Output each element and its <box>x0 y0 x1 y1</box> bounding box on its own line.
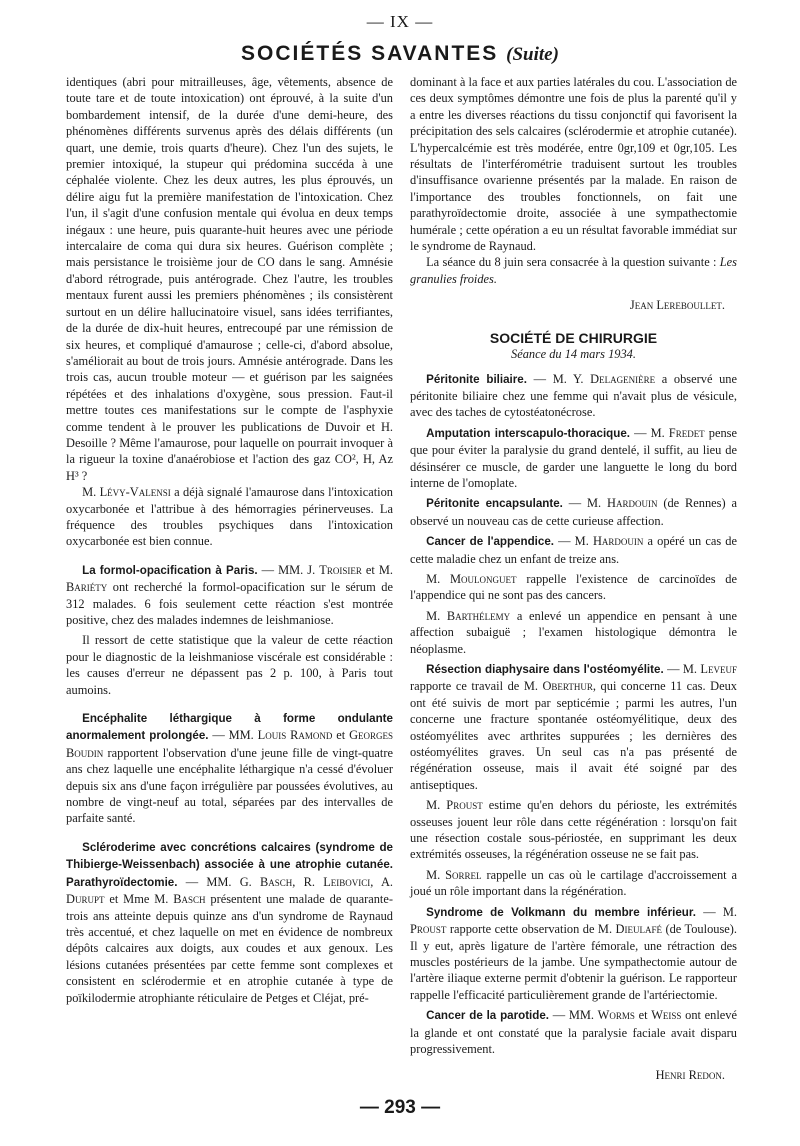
author-name: Leibovici <box>323 874 371 889</box>
author-name: Durupt <box>66 892 105 907</box>
running-head-title: SOCIÉTÉS SAVANTES <box>241 42 499 65</box>
paragraph-statistique: Il ressort de cette statistique que la valeur de cette réaction pour le diagnostic de la leishmaniose viscérale est considérable : les causes d'erreur ne dépassent pas 2 p. 100, à Paris tout aumoins. <box>66 633 393 697</box>
paragraph-text: a déjà signalé l'amaurose dans l'intoxication oxycarbonée et l'attribue à des hémorragies périnerveuses. La fréquence des troubles psychiques dans l'intoxication oxycarbonée est bien connue. <box>66 485 393 549</box>
text-run: — MM. <box>208 728 258 743</box>
text-run: a observé une péritonite biliaire chez une femme qui n'avait plus de vésicule, avec des taches de cytostéatonécrose. <box>410 371 737 420</box>
text-run: présentent une malade de quarante-trois ans atteinte depuis quinze ans d'un syndrome de Raynaud très accentué, et chez laquelle on met en évidence de nombreux dépôts calcaires aux doigts, aux coudes et aux genoux. Les lésions cutanées présentées par cette femme sont complexes et consistent en sclérodermie et en atrophie cutanée à type de poïkilodermie atrophiante réticulaire de Petges et Cléjat, pré- <box>66 892 393 1005</box>
author-name: Proust <box>410 922 447 937</box>
text-run: — MM. <box>549 1008 598 1023</box>
section-formol-opacification <box>66 562 393 629</box>
session-date: Séance du 14 mars 1934. <box>511 347 636 362</box>
text-run: , qui concerne 11 cas. Deux ont été suivis de mort par septicémie ; parmi les autres, l'un concerne une fracture spontanée ostéomyélitique, deux des ostéomyélites avec arthrites suppurées ; les dernières des ostéomyélites graves. Un seul cas n'a pas présenté de régénération osseuse, mais il avait été soigné par des antiseptiques. <box>410 679 737 792</box>
author-name: Fredet <box>668 425 705 440</box>
author-name: Dieulafé <box>615 922 662 937</box>
text-run: (de Rennes) a observé un nouveau cas de cette curieuse affection. <box>410 496 737 528</box>
text-run: — M. <box>554 534 593 549</box>
section-title: La formol-opacification à Paris. <box>82 563 258 577</box>
entry-volkmann <box>410 904 737 1003</box>
entry-sorrel <box>410 867 737 900</box>
author-name: Hardouin <box>607 496 658 511</box>
text-run: — M. <box>630 425 669 440</box>
text-run: , R. <box>292 874 324 889</box>
running-head-suite: (Suite) <box>506 44 559 65</box>
text-run: et <box>332 728 350 743</box>
page-number: — 293 — <box>359 1097 441 1118</box>
text-run: (de Toulouse). Il y eut, après ligature de l'artère fémorale, une rétraction des muscles postérieurs de la jambe. Une sympathectomie autour de l'artère iliaque externe permit d'obtenir la guérison. Le rapporteur rappelle l'efficacité particulièrement grande de l'artériectomie. <box>410 922 737 1002</box>
section-title: Cancer de la parotide. <box>426 1009 550 1023</box>
entry-peritonite-biliaire <box>410 371 737 421</box>
signature-redon: Henri Redon. <box>655 1068 725 1083</box>
author-name: Bariéty <box>66 580 108 595</box>
text-run: M. <box>426 798 447 813</box>
text-run: — MM. J. <box>257 562 320 577</box>
text-run: ont enlevé la glande et ont constaté que la paralysie faciale avait disparu progressivement. <box>410 1008 737 1056</box>
text-run: rappelle l'existence de carcinoïdes de l'appendice qui ne sont pas des cancers. <box>410 571 738 603</box>
text-run: — MM. G. <box>177 874 260 889</box>
running-head <box>0 42 800 66</box>
text-run: M. <box>426 867 446 882</box>
paragraph-co-intoxication: identiques (abri pour mitrailleuses, âge, vêtements, absence de toute tare et de toute intoxication) ont éprouvé, à la suite d'un bombardement intensif, de la durée d'une demi-heure, des phénomènes différents survenus après des délais différents (un quart, une demie, trois quarts d'heure). Chez l'un des sujets, le premier intoxiqué, la stupeur qui prédomina succéda à une céphalée violente. Chez les deux autres, les plus éprouvés, un délire aigu fut la première manifestation de l'intoxication. Chez l'un, il s'agit d'une confusion mentale qui évolua en deux temps inégaux : une heure, puis quarante-huit heures avec une période intercalaire de coma qui dura six heures. Guérison complète ; mais persistance le troisième jour de CO dans le sang. Amnésie d'abord rétrograde, puis antérograde. Chez l'autre, les troubles mentaux furent aussi les premiers phénomènes ; ils consistèrent surtout en un délire hallucinatoire visuel, sans idées terrifiantes, de la durée de dix-huit heures, entrecoupé par une rémission de six heures, et compliqué d'amaurose ; celle-ci, d'abord absolue, s'améliorait au bout de trois jours. Amnésie antérograde. Dans les trois cas, aucun trouble moteur — et guérison par les saignées répétées et des inhalations d'oxygène, sous pression. Faut-il mettre toutes ces manifestations sur le compte de l'asphyxie comme tendent à le prouver les publications de Duvoir et H. Desoille ? Même l'amaurose, pour laquelle on pourrait invoquer à la rigueur la toxine d'anaérobiose et l'action des gaz CO², H, Az H³ ? <box>66 75 393 483</box>
author-name: Basch <box>173 892 206 907</box>
author-name: Louis Ramond <box>257 728 333 743</box>
society-heading: SOCIÉTÉ DE CHIRURGIE <box>489 329 658 346</box>
author-name: Georges Boudin <box>66 728 394 760</box>
section-title: Péritonite biliaire. <box>426 372 527 386</box>
entry-proust <box>410 797 737 863</box>
text-run: — M. <box>562 496 607 511</box>
author-name: Sorrel <box>445 867 482 882</box>
text-run: estime qu'en dehors du périoste, les extrémités osseuses jouent leur rôle dans cette régénération : lorsqu'on fait une résection costale sous-périostée, en supprimant les deux extrémités osseuses, la régénération osseuse ne se fait pas. <box>410 798 737 862</box>
section-title: Syndrome de Volkmann du membre inférieur. <box>426 905 696 919</box>
author-name: Oberthur <box>542 679 593 694</box>
author-name: Leveuf <box>700 662 737 676</box>
author-name: Weiss <box>651 1008 682 1023</box>
entry-barthelemy <box>410 608 737 657</box>
roman-page-number: — IX — <box>366 12 434 31</box>
section-title: Scléroderime avec concrétions calcaires (syndrome de Thibierge-Weissenbach) associée à une atrophie cutanée. Parathyroïdectomie. <box>66 840 393 889</box>
section-title: Encéphalite léthargique à forme ondulante anormalement prolongée. <box>66 712 393 743</box>
text-run: rapporte ce travail de M. <box>410 679 543 694</box>
author-name: Proust <box>446 798 483 813</box>
text-run: rapporte cette observation de M. <box>446 922 616 937</box>
entry-cancer-parotide <box>410 1007 737 1057</box>
text-run: rappelle un cas où le cartilage d'accroissement a joué un rôle important dans la régénération. <box>410 867 738 899</box>
text-run: a enlevé un appendice en pensant à une affection subaiguë ; l'examen histologique démontra le néoplasme. <box>410 608 737 656</box>
paragraph-next-session <box>410 254 737 287</box>
entry-cancer-appendice <box>410 533 737 567</box>
author-name: Basch <box>260 874 293 889</box>
left-column <box>66 74 393 1006</box>
text-run: et <box>634 1008 652 1023</box>
signature-lereboullet: Jean Lereboullet. <box>629 298 725 313</box>
text-run: M. <box>426 608 447 623</box>
text-run: M. <box>426 571 451 586</box>
text-run: , A. <box>370 874 393 889</box>
author-name: M. Lévy-Valensi <box>82 485 171 500</box>
author-name: Hardouin <box>592 534 644 549</box>
section-title: Amputation interscapulo-thoracique. <box>426 426 631 440</box>
text-run: — M. Y. <box>526 371 591 386</box>
author-name: Moulonguet <box>450 571 517 586</box>
section-title: Cancer de l'appendice. <box>426 535 555 549</box>
author-name: Delagenière <box>590 371 656 386</box>
entry-peritonite-encapsulante <box>410 495 737 529</box>
section-encephalite <box>66 710 393 827</box>
author-name: Barthélemy <box>446 608 511 623</box>
text-run: — M. <box>695 904 737 919</box>
entry-moulonguet <box>410 571 737 604</box>
text-run: — M. <box>663 662 701 676</box>
author-name: Worms <box>597 1008 635 1023</box>
text-run: rapportent l'observation d'une jeune fille de vingt-quatre ans chez laquelle une encéphalite léthargique n'a cessé d'évoluer depuis six ans d'une façon irrégulière par poussées évolutives, au nombre de vingt-neuf au total, séparées par des intervalles de parfaite santé. <box>66 745 393 826</box>
text-run: ont recherché la formol-opacification sur le sérum de 312 malades. 6 fois seulement cette réaction s'est montrée positive, chez des malades indemnes de leishmaniose. <box>66 580 393 627</box>
section-title: Péritonite encapsulante. <box>426 497 563 511</box>
author-name: Troisier <box>319 562 362 577</box>
text-run: a opéré un cas de cette maladie chez un enfant de treize ans. <box>410 534 737 566</box>
next-session-topic: Les granulies froides. <box>410 255 737 286</box>
text-run: et Mme M. <box>104 892 174 907</box>
paragraph-continuation: dominant à la face et aux parties latérales du cou. L'association de ces deux symptômes démontre une fois de plus la parenté qu'il y a entre les diverses réactions du tissu conjonctif qui favorisent la précipitation des sels calcaires (sclérodermie et atrophie cutanée). L'hypercalcémie est très modérée, entre 0gr,109 et 0gr,105. Les résultats de l'interférométrie traduisent surtout les troubles d'insuffisance ovarienne présentés par la malade. En raison de l'importance des troubles fonctionnels, on fait une parathyroïdectomie droite, associée à une sympathectomie humérale ; cette opération a eu un résultat favorable immédiat sur le syndrome de Raynaud. <box>410 75 738 254</box>
text-run: La séance du 8 juin sera consacrée à la question suivante : <box>426 255 720 270</box>
section-sclerodermie <box>66 839 393 1006</box>
entry-amputation <box>410 425 737 492</box>
paragraph-levy-valensi <box>66 484 393 550</box>
entry-resection-diaphysaire <box>410 661 737 793</box>
text-run: pense que pour éviter la paralysie du grand dentelé, il suffit, au lieu de désinsérer ce muscle, de garder une languette le long du bord interne de l'omoplate. <box>410 425 737 490</box>
text-run: et M. <box>361 562 393 577</box>
right-column <box>410 74 737 1084</box>
section-title: Résection diaphysaire dans l'ostéomyélite. <box>426 663 664 676</box>
